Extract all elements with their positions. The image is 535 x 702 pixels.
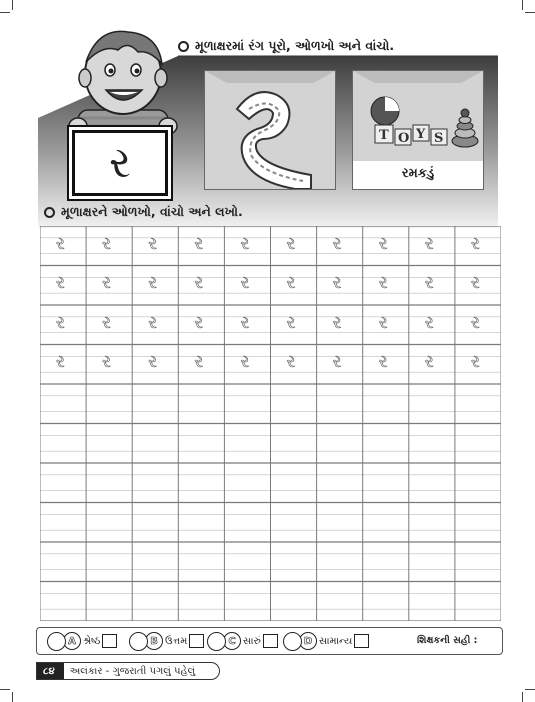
crop-mark-tl-h xyxy=(0,12,10,13)
traced-letter[interactable]: ર xyxy=(332,233,342,254)
svg-text:O: O xyxy=(398,131,410,146)
traced-letter[interactable]: ર xyxy=(470,233,480,254)
traced-letter[interactable]: ર xyxy=(194,233,204,254)
grade-b-badge: B xyxy=(145,632,163,650)
crop-mark-tr-h xyxy=(525,12,535,13)
rating-bar xyxy=(36,627,503,655)
rating-b-label: ઉત્તમ xyxy=(165,635,188,647)
grade-a-badge: A xyxy=(63,632,81,650)
face-icon xyxy=(207,632,226,651)
letter-board xyxy=(72,130,168,196)
rating-a-checkbox[interactable] xyxy=(102,634,117,648)
traced-letter[interactable]: ર xyxy=(240,352,250,373)
crop-mark-tl-v xyxy=(12,0,13,10)
letter-board-glyph: ર xyxy=(109,138,131,187)
crop-mark-br-h xyxy=(525,689,535,690)
face-icon xyxy=(129,632,148,651)
traced-letter[interactable]: ર xyxy=(470,352,480,373)
instruction-2-text: મૂળાક્ષરને ઓળખો, વાંચો અને લખો. xyxy=(61,204,243,219)
rating-b-checkbox[interactable] xyxy=(189,634,204,648)
traced-letter[interactable]: ર xyxy=(424,312,434,333)
traced-letter[interactable]: ર xyxy=(424,233,434,254)
bullet-icon xyxy=(178,41,189,52)
traced-letter[interactable]: ર xyxy=(378,233,388,254)
traced-letter[interactable]: ર xyxy=(56,233,65,254)
rating-a-label: શ્રેષ્ઠ xyxy=(83,635,101,647)
book-title: અલંકાર - ગુજરાતી પગલું પહેલું xyxy=(69,665,196,677)
traced-letter[interactable]: ર xyxy=(240,312,250,333)
traced-letter[interactable]: ર xyxy=(194,312,204,333)
traced-letter[interactable]: ર xyxy=(332,312,342,333)
crop-mark-bl-h xyxy=(0,689,10,690)
traced-letter[interactable]: ર xyxy=(194,273,204,294)
traced-letter[interactable]: ર xyxy=(424,273,434,294)
rating-d-label: સામાન્ય xyxy=(319,635,353,647)
traced-letter[interactable]: ર xyxy=(56,273,65,294)
traced-letter[interactable]: ર xyxy=(286,352,296,373)
instruction-1 xyxy=(178,38,394,54)
svg-text:T: T xyxy=(379,128,389,143)
bullet-icon xyxy=(44,207,55,218)
traced-letter[interactable]: ર xyxy=(286,273,296,294)
rating-b[interactable] xyxy=(129,631,204,651)
toy-caption: રમકડું xyxy=(401,166,435,181)
face-icon xyxy=(47,632,66,651)
instruction-2 xyxy=(44,204,243,220)
traced-letter[interactable]: ર xyxy=(470,273,480,294)
traced-letter[interactable]: ર xyxy=(102,352,111,373)
traced-letter[interactable]: ર xyxy=(378,352,388,373)
rating-a[interactable] xyxy=(47,631,117,651)
svg-text:Y: Y xyxy=(416,127,426,142)
writing-grid[interactable] xyxy=(40,226,501,621)
traced-letter[interactable]: ર xyxy=(148,352,158,373)
letter-outline-panel xyxy=(204,70,336,190)
grade-d-badge: D xyxy=(299,632,317,650)
crop-mark-tr-v xyxy=(522,0,523,10)
traced-letter[interactable]: ર xyxy=(470,312,480,333)
traced-letter[interactable]: ર xyxy=(148,273,158,294)
traced-letter[interactable]: ર xyxy=(332,352,342,373)
rating-d-checkbox[interactable] xyxy=(354,634,369,648)
boy-illustration xyxy=(58,22,188,142)
traced-letter[interactable]: ર xyxy=(148,312,158,333)
face-icon xyxy=(283,632,302,651)
rating-c-checkbox[interactable] xyxy=(263,634,278,648)
teacher-signature-label: શિક્ષકની સહી : xyxy=(417,635,478,646)
traced-letter[interactable]: ર xyxy=(194,352,204,373)
crop-mark-br-v xyxy=(522,692,523,702)
traced-letter[interactable]: ર xyxy=(102,312,111,333)
traced-letter[interactable]: ર xyxy=(332,273,342,294)
toy-panel xyxy=(352,70,484,190)
instruction-1-text: મૂળાક્ષરમાં રંગ પૂરો, ઓળખો અને વાંચો. xyxy=(195,38,395,53)
rating-c-label: સારું xyxy=(243,635,261,647)
traced-letter[interactable]: ર xyxy=(148,233,158,254)
grade-c-badge: C xyxy=(223,632,241,650)
traced-letter[interactable]: ર xyxy=(240,273,250,294)
rating-d[interactable] xyxy=(283,631,369,651)
traced-letter[interactable]: ર xyxy=(240,233,250,254)
svg-text:S: S xyxy=(434,131,444,146)
traced-letter[interactable]: ર xyxy=(378,273,388,294)
traced-letter[interactable]: ર xyxy=(378,312,388,333)
page-number: ૮૪ xyxy=(37,663,64,679)
traced-letter[interactable]: ર xyxy=(56,352,65,373)
toy-image xyxy=(353,71,483,161)
footer xyxy=(36,662,220,680)
traced-letter[interactable]: ર xyxy=(286,312,296,333)
traced-letter[interactable]: ર xyxy=(102,233,111,254)
traced-letter[interactable]: ર xyxy=(286,233,296,254)
letter-outline-art xyxy=(205,71,335,189)
traced-letter[interactable]: ર xyxy=(56,312,65,333)
traced-letter[interactable]: ર xyxy=(424,352,434,373)
crop-mark-bl-v xyxy=(12,692,13,702)
traced-letter[interactable]: ર xyxy=(102,273,111,294)
rating-c[interactable] xyxy=(207,631,278,651)
